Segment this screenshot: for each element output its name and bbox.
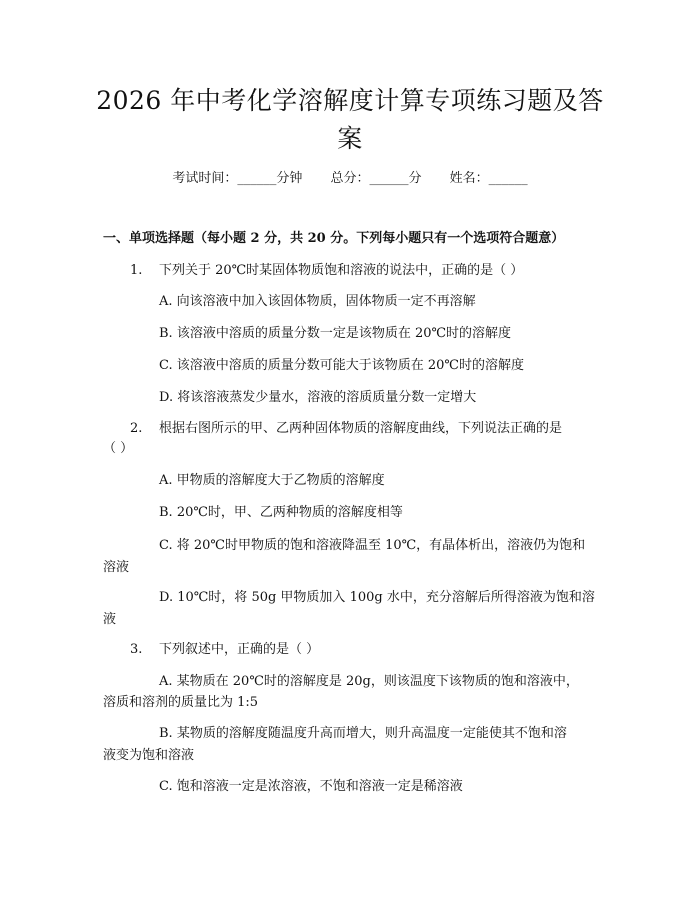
q2-option-d-continued: 液 <box>103 612 117 627</box>
question-number: 2. <box>130 421 143 436</box>
question-2 <box>130 420 562 438</box>
question-1 <box>130 262 523 280</box>
q2-option-d: D. 10℃时，将 50g 甲物质加入 100g 水中，充分溶解后所得溶液为饱和溶 <box>159 590 595 605</box>
question-stem: 根据右图所示的甲、乙两种固体物质的溶解度曲线，下列说法正确的是 <box>158 421 562 436</box>
exam-score: 总分：______分 <box>330 171 422 186</box>
q1-option-c: C. 该溶液中溶质的质量分数可能大于该物质在 20℃时的溶解度 <box>159 358 524 373</box>
q1-option-b: B. 该溶液中溶质的质量分数一定是该物质在 20℃时的溶解度 <box>159 326 512 341</box>
q3-option-a-continued: 溶质和溶剂的质量比为 1:5 <box>103 695 259 710</box>
q3-option-b-continued: 液变为饱和溶液 <box>103 748 195 763</box>
question-stem: 下列关于 20℃时某固体物质饱和溶液的说法中，正确的是（ ） <box>158 263 524 278</box>
exam-meta <box>0 170 700 188</box>
question-number: 3. <box>130 642 143 657</box>
section-heading: 一、单项选择题（每小题 2 分，共 20 分。下列每小题只有一个选项符合题意） <box>103 231 565 246</box>
q2-option-a: A. 甲物质的溶解度大于乙物质的溶解度 <box>159 473 385 488</box>
q2-stem-continued: （ ） <box>103 441 134 456</box>
student-name: 姓名：______ <box>449 171 528 186</box>
q3-option-c: C. 饱和溶液一定是浓溶液，不饱和溶液一定是稀溶液 <box>159 779 463 794</box>
document-title <box>96 82 604 158</box>
q1-option-d: D. 将该溶液蒸发少量水，溶液的溶质质量分数一定增大 <box>159 390 477 405</box>
q1-option-a: A. 向该溶液中加入该固体物质，固体物质一定不再溶解 <box>159 294 476 309</box>
title-line-2: 案 <box>337 124 363 153</box>
q3-option-b: B. 某物质的溶解度随温度升高而增大，则升高温度一定能使其不饱和溶 <box>159 726 567 741</box>
title-line-1: 2026 年中考化学溶解度计算专项练习题及答 <box>96 86 604 115</box>
exam-time: 考试时间：______分钟 <box>172 171 303 186</box>
question-stem: 下列叙述中，正确的是（ ） <box>158 642 320 657</box>
question-3 <box>130 641 319 659</box>
q2-option-c: C. 将 20℃时甲物质的饱和溶液降温至 10℃，有晶体析出，溶液仍为饱和 <box>159 538 586 553</box>
q3-option-a: A. 某物质在 20℃时的溶解度是 20g，则该温度下该物质的饱和溶液中， <box>159 674 579 689</box>
q2-option-b: B. 20℃时，甲、乙两种物质的溶解度相等 <box>159 505 403 520</box>
question-number: 1. <box>130 263 143 278</box>
q2-option-c-continued: 溶液 <box>103 560 130 575</box>
